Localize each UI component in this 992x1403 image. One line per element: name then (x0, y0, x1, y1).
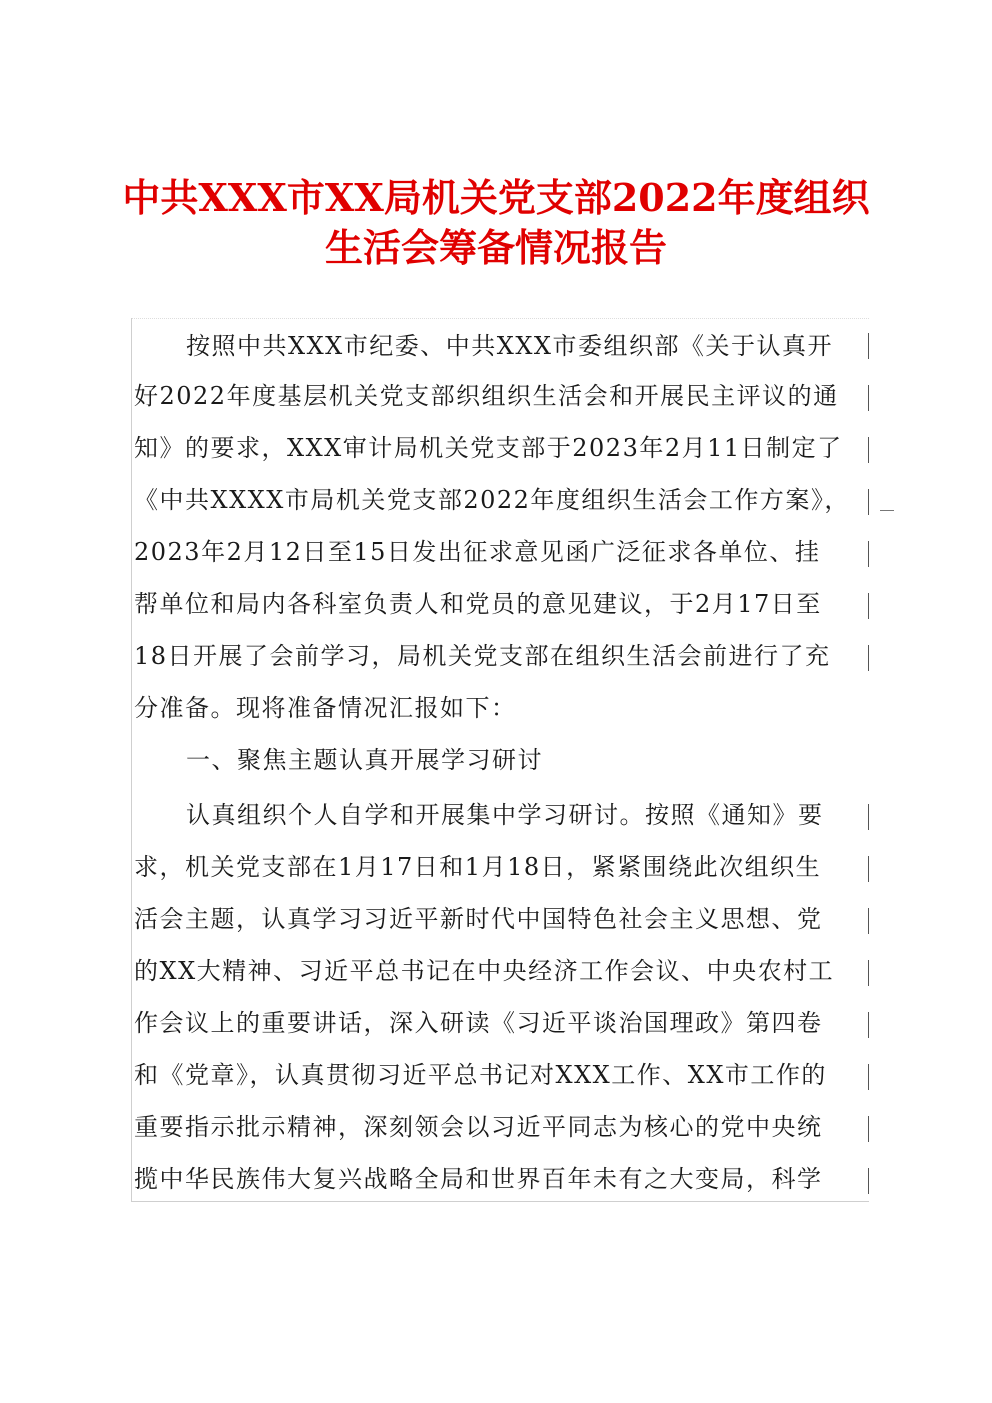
body-line: 活会主题，认真学习习近平新时代中国特色社会主义思想、党 (134, 905, 823, 933)
report-title-line-2: 生活会筹备情况报告 (324, 225, 667, 270)
body-line: 分准备。现将准备情况汇报如下： (134, 694, 517, 722)
body-line: 和《党章》，认真贯彻习近平总书记对XXX工作、XX市工作的 (134, 1061, 827, 1089)
body-line: 《中共XXXX市局机关党支部2022年度组织生活会工作方案》， (134, 486, 850, 514)
body-line: 18日开展了会前学习，局机关党支部在组织生活会前进行了充 (134, 642, 831, 670)
right-edge-mark (868, 1064, 869, 1090)
right-edge-mark (868, 908, 869, 934)
side-dash-mark (880, 510, 894, 511)
right-edge-mark (868, 1116, 869, 1142)
right-edge-mark (868, 804, 869, 830)
body-line: 作会议上的重要讲话，深入研读《习近平谈治国理政》第四卷 (134, 1009, 823, 1037)
body-line: 揽中华民族伟大复兴战略全局和世界百年未有之大变局，科学 (134, 1165, 823, 1193)
body-line: 2023年2月12日至15日发出征求意见函广泛征求各单位、挂 (134, 538, 821, 566)
section-heading: 一、聚焦主题认真开展学习研讨 (186, 746, 543, 774)
body-line: 认真组织个人自学和开展集中学习研讨。按照《通知》要 (186, 801, 824, 829)
right-edge-mark (868, 1168, 869, 1194)
right-edge-mark (868, 645, 869, 671)
right-edge-mark (868, 1012, 869, 1038)
right-edge-mark (868, 437, 869, 463)
body-line: 帮单位和局内各科室负责人和党员的意见建议，于2月17日至 (134, 590, 822, 618)
right-edge-mark (868, 385, 869, 411)
body-line: 的XX大精神、习近平总书记在中央经济工作会议、中央农村工 (134, 957, 835, 985)
right-edge-mark (868, 960, 869, 986)
right-edge-mark (868, 593, 869, 619)
right-edge-mark (868, 541, 869, 567)
body-line: 好2022年度基层机关党支部织组织生活会和开展民主评议的通 (134, 382, 839, 410)
right-edge-mark (868, 489, 869, 515)
body-line: 重要指示批示精神，深刻领会以习近平同志为核心的党中央统 (134, 1113, 823, 1141)
body-line: 求，机关党支部在1月17日和1月18日，紧紧围绕此次组织生 (134, 853, 822, 881)
body-line: 知》的要求，XXX审计局机关党支部于2023年2月11日制定了 (134, 434, 843, 462)
right-edge-mark (868, 333, 869, 359)
right-edge-mark (868, 856, 869, 882)
body-line: 按照中共XXX市纪委、中共XXX市委组织部《关于认真开 (186, 332, 834, 360)
report-title-line-1: 中共XXX市XX局机关党支部2022年度组织 (122, 175, 870, 220)
